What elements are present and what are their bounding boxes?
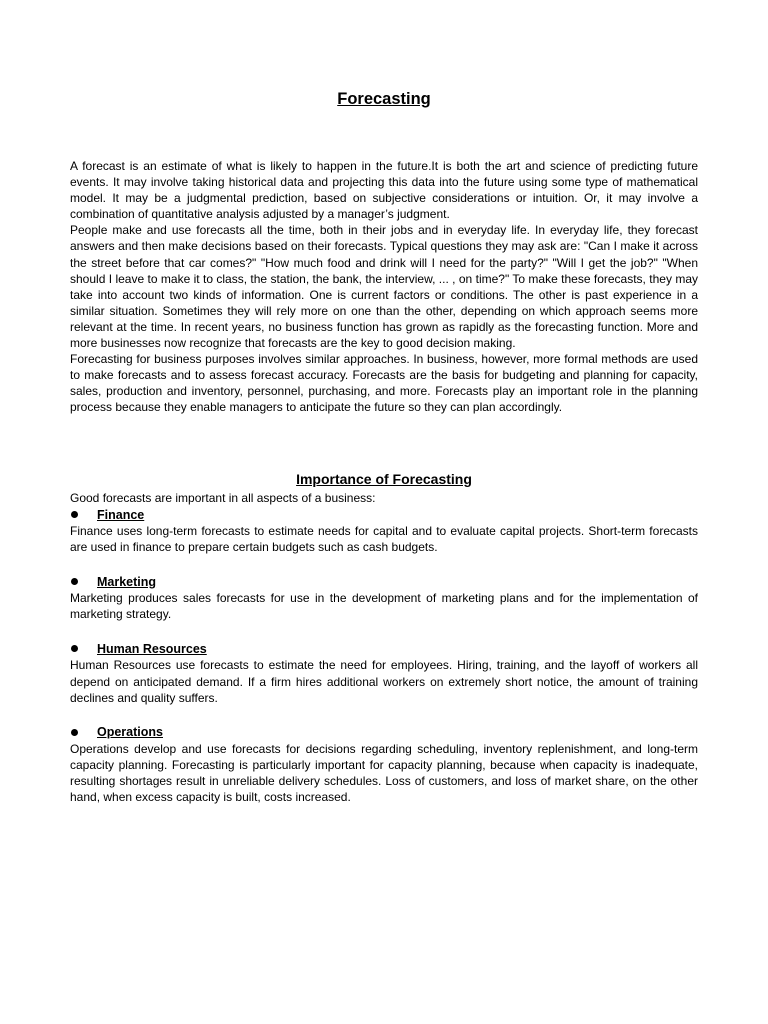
section-finance <box>70 506 698 555</box>
section-operations <box>70 724 698 805</box>
section-heading <box>70 506 698 523</box>
section-title: Marketing <box>97 574 157 589</box>
section-title: Human Resources <box>97 641 207 656</box>
importance-body <box>70 490 698 823</box>
importance-title: Importance of Forecasting <box>296 471 472 487</box>
importance-intro: Good forecasts are important in all aspects of a business: <box>70 491 376 505</box>
intro-paragraph: A forecast is an estimate of what is likely to happen in the future.It is both the art and science of predicting future events. It may involve taking historical data and projecting this data into the future using some type of mathematical model. It may be a judgmental prediction, based on subjective considerations or intuition. Or, it may involve a combination of quantitative analysis adjusted by a manager’s judgment. <box>70 159 698 222</box>
section-text: Operations develop and use forecasts for decisions regarding scheduling, inventory replenishment, and long-term capacity planning. Forecasting is particularly important for capacity planning, because when capacity is inadequate, resulting shortages result in unreliable delivery schedules. Loss of customers, and loss of market share, on the other hand, when excess capacity is built, costs increased. <box>70 741 698 805</box>
section-title: Finance <box>97 507 145 522</box>
section-text: Human Resources use forecasts to estimate the need for employees. Hiring, training, and the layoff of workers all depend on anticipated demand. If a firm hires additional workers on extremely short notice, the amount of training declines and quality suffers. <box>70 658 698 705</box>
section-heading <box>70 640 698 657</box>
section-heading <box>70 724 698 741</box>
intro-paragraph: People make and use forecasts all the time, both in their jobs and in everyday life. In everyday life, they forecast answers and then make decisions based on their forecasts. Typical questions they may ask are: "Can I make it across the street before that car comes?" "How much food and drink will I need for the party?" "Will I get the job?" "When should I leave to make it to class, the station, the bank, the interview, ... , on time?" To make these forecasts, they may take into account two kinds of information. One is current factors or conditions. The other is past experience in a similar situation. Sometimes they will rely more on one than the other, depending on which approach seems more relevant at the time. In recent years, no business function has grown as rapidly as the forecasting function. More and more businesses now recognize that forecasts are the key to good decision making. <box>70 223 698 351</box>
bullet-icon <box>71 645 78 652</box>
intro-text <box>70 158 698 416</box>
document-title: Forecasting <box>337 90 431 108</box>
section-text: Finance uses long-term forecasts to estimate needs for capital and to evaluate capital projects. Short-term forecasts are used in finance to prepare certain budgets such as cash budgets. <box>70 524 698 555</box>
bullet-icon <box>71 511 78 518</box>
section-heading <box>70 573 698 590</box>
intro-paragraph: Forecasting for business purposes involves similar approaches. In business, however, more formal methods are used to make forecasts and to assess forecast accuracy. Forecasts are the basis for budgeting and planning for capacity, sales, production and inventory, personnel, purchasing, and more. Forecasts play an important role in the planning process because they enable managers to anticipate the future so they can plan accordingly. <box>70 352 698 415</box>
section-marketing <box>70 573 698 622</box>
bullet-icon <box>71 578 78 585</box>
section-text: Marketing produces sales forecasts for use in the development of marketing plans and for the implementation of marketing strategy. <box>70 591 698 622</box>
section-human-resources <box>70 640 698 705</box>
bullet-icon <box>71 729 78 736</box>
section-title: Operations <box>97 725 163 740</box>
